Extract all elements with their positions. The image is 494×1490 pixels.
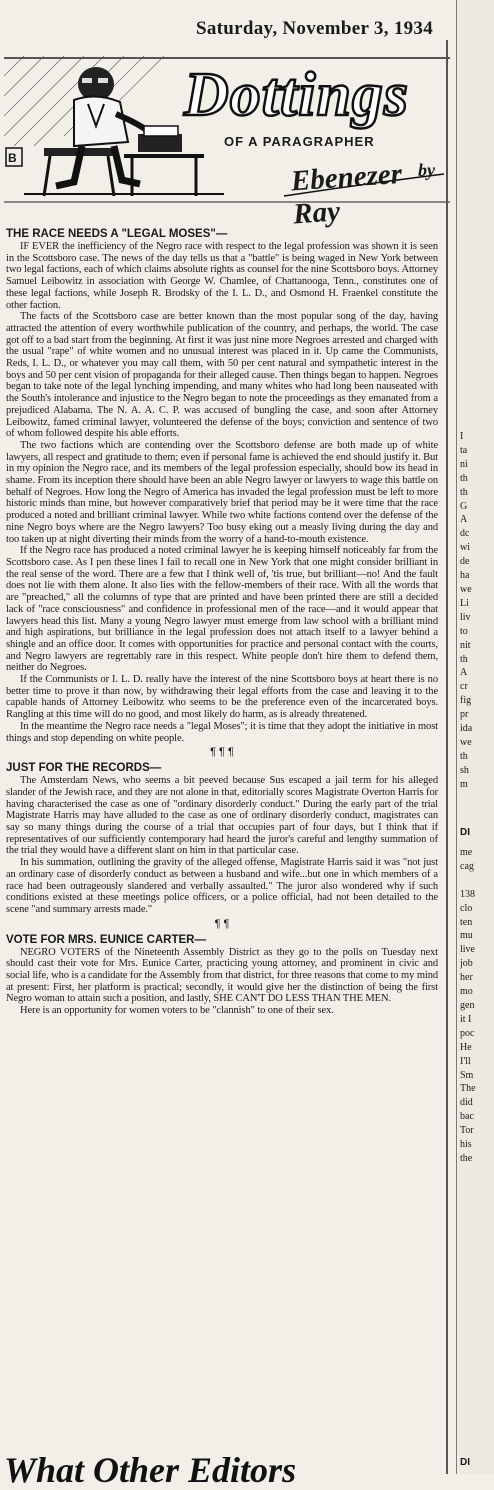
- adjacent-column-fragment: A: [460, 667, 468, 679]
- adjacent-column-fragment: live: [460, 944, 475, 956]
- adjacent-column-fragment: cr: [460, 681, 468, 693]
- adjacent-column-fragment: ni: [460, 458, 468, 470]
- adjacent-column-bottom-text: [460, 846, 494, 1166]
- adjacent-column-fragment: poc: [460, 1027, 475, 1039]
- adjacent-column-top-text: [460, 430, 494, 792]
- adjacent-column-fragment: The: [460, 1083, 476, 1095]
- article-paragraph: IF EVER the inefficiency of the Negro race with respect to the legal profession was shown it is seen in the Scottsboro case. The news of the day tells us that a "battle" is being waged in New York between two legal factions, each of which claims absolute rights as counsel for the nine Scottsboro boys. Attorney Samuel Leibowitz in association with George W. Chamlee, of Chattanooga, Tenn., constitutes one of these legal factions, while Joseph R. Brodsky of the I. L. D., and Osmond H. Fraenkel constitute the other faction.: [6, 241, 438, 311]
- adjacent-column-fragment: th: [460, 653, 468, 665]
- adjacent-column-fragment: we: [460, 736, 472, 748]
- article-paragraph: If the Communists or I. L. D. really have the interest of the nine Scottsboro boys at heart there is no better time to prove it than now, by withdrawing their legal efforts from the case and leaving it to the capable hands of Attorney Leibowitz who seems to be the preference even of the incarcerated boys. Rangling at this time will do no good, and most likely do harm, as is already threatened.: [6, 674, 438, 721]
- column-subtitle: OF A PARAGRAPHER: [224, 134, 375, 149]
- article-headline: VOTE FOR MRS. EUNICE CARTER—: [6, 933, 206, 946]
- adjacent-column-fragment: ha: [460, 570, 470, 582]
- adjacent-column-fragment: wi: [460, 542, 470, 554]
- adjacent-column-fragment: the: [460, 1152, 473, 1164]
- section-divider: ¶ ¶ ¶: [210, 746, 234, 759]
- adjacent-column-fragment: I'll: [460, 1055, 471, 1067]
- adjacent-column-fragment: bac: [460, 1111, 474, 1123]
- next-column-banner: What Other Editors: [4, 1450, 297, 1490]
- article-headline: THE RACE NEEDS A "LEGAL MOSES"—: [6, 228, 228, 240]
- corner-letter: B: [8, 151, 17, 165]
- adjacent-column-fragment: sh: [460, 764, 469, 776]
- adjacent-column-fragment: th: [460, 472, 468, 484]
- adjacent-column-fragment: pr: [460, 709, 469, 721]
- adjacent-column-fragment: Sm: [460, 1069, 474, 1081]
- adjacent-column-fragment: Tor: [460, 1125, 474, 1137]
- article-paragraph: In the meantime the Negro race needs a "legal Moses"; it is time that they adopt the initiative in most things and stop depending on white people.: [6, 720, 438, 744]
- column-author: Ebenezer Ray: [289, 157, 404, 231]
- article-paragraph: If the Negro race has produced a noted criminal lawyer he is keeping himself noticeably far from the Scottsboro case. As I pen these lines I fail to recall one in New York that one might consider brilliant in the real sense of the word. There are a few that I think well of, 'tis true, but brilliant—no! And the fault does not lie with them alone. It also lies with the fellow-members of their race. With all the words that are "preached," all the columns of type that are printed and have been printed there are still a decided lack of "race consciousness" and confidence in professional men of the race—and it would appear that lawyers head this list. Many a young Negro lawyer must emerge from law school with a brilliant mind and high aspirations, but brilliance in the legal profession does not attach itself to a lawyer behind a shingle and an office door. It comes with opportunities for practice and personal contact with the courts, and Negro lawyers are regrettably rare in this respect. White people don't hire them to defend them, neither do Negroes.: [6, 545, 438, 674]
- adjacent-column-fragment: mo: [460, 986, 473, 998]
- adjacent-column-footer: DI: [460, 1457, 470, 1468]
- column-rule: [446, 40, 448, 1474]
- adjacent-column-fragment: Li: [460, 597, 469, 609]
- adjacent-column-fragment: ta: [460, 444, 468, 456]
- adjacent-column-fragment: dc: [460, 528, 470, 540]
- adjacent-column-fragment: A: [460, 514, 468, 526]
- adjacent-column-fragment: job: [460, 958, 473, 970]
- adjacent-column-fragment: th: [460, 750, 468, 762]
- article-paragraph: The two factions which are contending over the Scottsboro defense are both made up of white lawyers, all respect and gratitude to them; even if personal fame is achieved the end should justify it. But in my opinion the Negro race, and its members of the legal profession especially, should bow its head in shame. From its inception there should have been an able Negro lawyer or lawyers to wage this battle on behalf of Negroes. How long the Negro of America has invaded the legal profession must be left to more historic minds than mine, but however comparatively brief that period may be it were time that the race produced a noted and brilliant criminal lawyer. While two white factions contend over the defense of the nine Negro boys where are the Negro lawyers? Too busy eking out a measly living during the day and too taken up at night diverting their minds from the worry of a hand-to-mouth existence.: [6, 439, 438, 545]
- adjacent-column-fragment: G: [460, 500, 468, 512]
- article-paragraph: NEGRO VOTERS of the Nineteenth Assembly District as they go to the polls on Tuesday next should cast their vote for Mrs. Eunice Carter, practicing young attorney, and prominent in civic and social life, who is a candidate for the Assembly from that district, for three reasons that come to my mind at present: First, her platform is practical; secondly, it would give her the distinction of being the first Negro woman to attain such a position, and lastly, SHE CAN'T DO LESS THAN THE MEN.: [6, 946, 438, 1005]
- adjacent-column-fragment: nit: [460, 639, 471, 651]
- column-title: Dottings: [184, 61, 410, 129]
- dateline: Saturday, November 3, 1934: [196, 18, 434, 39]
- article-legal-moses: [6, 224, 438, 1017]
- adjacent-column-fragment: de: [460, 556, 470, 568]
- adjacent-column-fragment: [460, 874, 494, 888]
- adjacent-column-fragment: gen: [460, 999, 475, 1011]
- adjacent-column-fragment: ten: [460, 916, 473, 928]
- article-paragraph: In his summation, outlining the gravity of the alleged offense, Magistrate Harris said it was "not just an ordinary case of disorderly conduct as between a husband and wife...but one in which members of a race had been outrageously slandered and verbally assaulted." The juror also wondered why if such conditions existed at these meetings police officers, or a police official, had not been detailed to the scene "and summary arrests made.": [6, 857, 438, 915]
- adjacent-column-fragment: we: [460, 583, 472, 595]
- adjacent-column-header: DI: [460, 827, 470, 838]
- adjacent-column-fragment: cag: [460, 860, 474, 872]
- adjacent-column-fragment: He: [460, 1041, 472, 1053]
- article-paragraph: Here is an opportunity for women voters to be "clannish" to one of their sex.: [20, 1005, 334, 1017]
- adjacent-column-fragment: to: [460, 625, 468, 637]
- adjacent-column-fragment: her: [460, 972, 473, 984]
- adjacent-column-fragment: ida: [460, 723, 473, 735]
- article-headline: JUST FOR THE RECORDS—: [6, 762, 162, 775]
- adjacent-column-fragment: mu: [460, 930, 473, 942]
- adjacent-column-fragment: did: [460, 1097, 473, 1109]
- article-paragraph: The Amsterdam News, who seems a bit peeved because Sus escaped a jail term for his alleged slander of the Jewish race, and they are not alone in that, editorially scores Magistrate Overton Harris for having characterised the case as one of "ordinary disorderly conduct." During the early part of the trial Magistrate Harris may have alluded to the case as one of ordinary disorderly conduct, magistrates can say so many things during the course of a trial that occupies part of four days, but I think that if representatives of our sufficiently contemporary had heard the juror's careful and lengthy summation of the trial they would have a different slant on him in that particular case.: [6, 775, 438, 857]
- adjacent-column-fragment: th: [460, 486, 468, 498]
- adjacent-column-fragment: 138: [460, 888, 475, 900]
- adjacent-column-fragment: it I: [460, 1013, 472, 1025]
- section-divider: ¶ ¶: [214, 917, 230, 930]
- adjacent-column-fragment: clo: [460, 902, 473, 914]
- adjacent-column-fragment: m: [460, 778, 468, 790]
- adjacent-column-fragment: his: [460, 1139, 472, 1151]
- adjacent-column-fragment: liv: [460, 611, 471, 623]
- article-paragraph: The facts of the Scottsboro case are better known than the most popular song of the day, having attracted the attention of every worthwhile publication of the country, and perhaps, the world. The case got off to a bad start from the beginning. At first it was just nine more Negroes arrested and charged with the usual "rape" of white women and no unusual interest was placed in it. Up came the Communists, Reds, I. L. D., or whatever you may call them, with 50 per cent natural and sympathetic interest in the boys and 50 per cent vision of propaganda for their alleged cause. Then things began to happen. Negroes began to take note of the legal lynching impending, and many whites who had long been nauseated with the South's intolerance and injustice to the Negro began to note the proceedings as they emanated from a prejudiced Alabama. The N. A. A. C. P. was accused of bungling the case, and soon after Attorney Leibowitz, famed criminal lawyer, volunteered the defense of the boys; conviction and sentence of two of whom followed despite his able efforts.: [6, 311, 438, 440]
- adjacent-column-fragment: I: [460, 431, 464, 442]
- column-rule: [456, 0, 457, 1474]
- byline-by: by: [418, 160, 435, 180]
- adjacent-column-fragment: me: [460, 847, 473, 858]
- adjacent-column-fragment: fig: [460, 695, 472, 707]
- column-masthead: [4, 56, 450, 231]
